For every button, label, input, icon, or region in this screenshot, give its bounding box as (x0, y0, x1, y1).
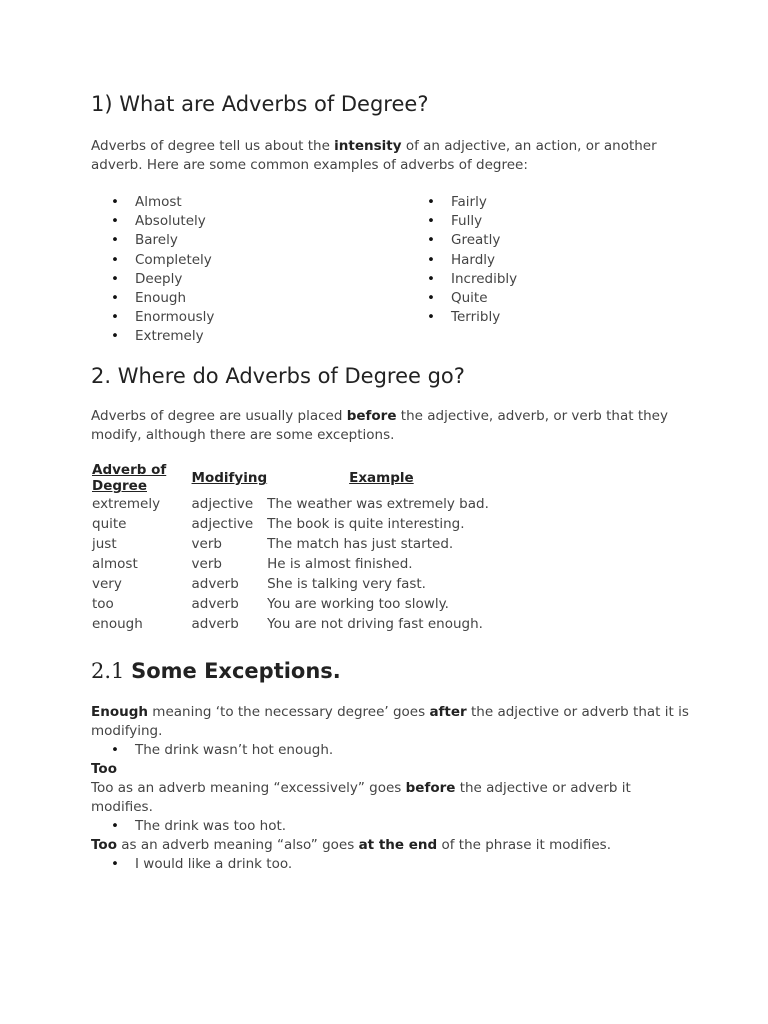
table-header: Adverb of Degree (92, 462, 167, 494)
table-row (92, 494, 552, 514)
section2-intro (91, 407, 691, 445)
list-item: • The drink was too hot. (91, 817, 691, 836)
table-cell: You are working too slowly. (267, 596, 449, 612)
table-cell: You are not driving fast enough. (267, 616, 483, 632)
too-rule-2 (91, 836, 691, 855)
list-item: • Enough (91, 289, 391, 308)
list-item: • I would like a drink too. (91, 855, 691, 874)
intro-bold: intensity (334, 138, 402, 154)
table-cell: adverb (191, 616, 239, 632)
table-cell: verb (191, 536, 222, 552)
table-row (92, 614, 552, 634)
rule-text: meaning ‘to the necessary degree’ goes (148, 704, 430, 720)
intro-bold: before (346, 408, 397, 424)
heading-number: 2.1 (91, 659, 125, 683)
too-label-text: Too (91, 761, 117, 778)
table-cell: almost (92, 556, 138, 572)
intro-text-end: the adjective, adverb, or verb that they modify, although there are some exceptions. (91, 408, 668, 443)
table-cell: too (92, 596, 114, 612)
list-item: • The drink wasn’t hot enough. (91, 741, 691, 760)
list-item: • Terribly (407, 308, 667, 327)
table-cell: She is talking very fast. (267, 576, 426, 592)
rule-text: the adjective or adverb it modifies. (91, 780, 631, 816)
list-item: • Absolutely (91, 212, 391, 231)
table-cell: He is almost finished. (267, 556, 413, 572)
section1-intro (91, 137, 691, 175)
list-item: • Fully (407, 212, 667, 231)
rule-bold: before (405, 780, 456, 797)
section1-heading: 1) What are Adverbs of Degree? (91, 92, 429, 116)
too-example-list-1 (91, 817, 691, 836)
table-cell: very (92, 576, 122, 592)
table-cell: adjective (191, 496, 254, 512)
table-cell: adjective (191, 516, 254, 532)
rule-text: as an adverb meaning “also” goes (116, 837, 359, 854)
list-item: • Enormously (91, 308, 391, 327)
list-item: • Incredibly (407, 270, 667, 289)
section2-heading: 2. Where do Adverbs of Degree go? (91, 364, 465, 388)
table-cell: The match has just started. (267, 536, 454, 552)
intro-text-end: of an adjective, an action, or another adverb. Here are some common examples of adverbs of degree: (91, 138, 657, 173)
table-cell: adverb (191, 596, 239, 612)
table-cell: enough (92, 616, 143, 632)
table-header: Example (349, 470, 414, 486)
list-item: • Extremely (91, 327, 391, 346)
too-example-list-2 (91, 855, 691, 874)
rule-bold: at the end (358, 837, 438, 854)
list-item: • Barely (91, 231, 391, 250)
list-item: • Completely (91, 251, 391, 270)
adverb-list-right (407, 193, 667, 327)
heading-text: Some Exceptions. (131, 659, 341, 683)
list-item: • Hardly (407, 251, 667, 270)
too-rule-1 (91, 779, 691, 817)
table-header: Modifying (191, 470, 268, 486)
exceptions-block (91, 703, 691, 875)
rule-text: the adjective or adverb that it is modifying. (91, 704, 689, 739)
rule-bold: Too (91, 837, 117, 854)
rule-bold: Enough (91, 704, 148, 720)
section3-heading (91, 659, 341, 683)
list-item: • Greatly (407, 231, 667, 250)
rule-text: Too as an adverb meaning “excessively” goes (91, 780, 406, 797)
table-cell: The book is quite interesting. (267, 516, 465, 532)
table-cell: quite (92, 516, 127, 532)
enough-rule (91, 703, 691, 741)
table-cell: verb (191, 556, 222, 572)
too-label (91, 760, 691, 779)
rule-bold: after (429, 704, 467, 720)
table-cell: The weather was extremely bad. (267, 496, 489, 512)
rule-text: of the phrase it modifies. (437, 837, 612, 854)
table-header-row (92, 462, 552, 494)
adverb-list-left (91, 193, 391, 347)
list-item: • Deeply (91, 270, 391, 289)
table-row (92, 514, 552, 534)
intro-text: Adverbs of degree are usually placed (91, 408, 347, 424)
table-cell: adverb (191, 576, 239, 592)
enough-example-list (91, 741, 691, 760)
intro-text: Adverbs of degree tell us about the (91, 138, 335, 154)
list-item: • Almost (91, 193, 391, 212)
table-row (92, 554, 552, 574)
list-item: • Fairly (407, 193, 667, 212)
table-row (92, 594, 552, 614)
table-row (92, 574, 552, 594)
table-cell: just (92, 536, 117, 552)
table-row (92, 534, 552, 554)
table-cell: extremely (92, 496, 161, 512)
list-item: • Quite (407, 289, 667, 308)
adverb-table (92, 462, 552, 634)
